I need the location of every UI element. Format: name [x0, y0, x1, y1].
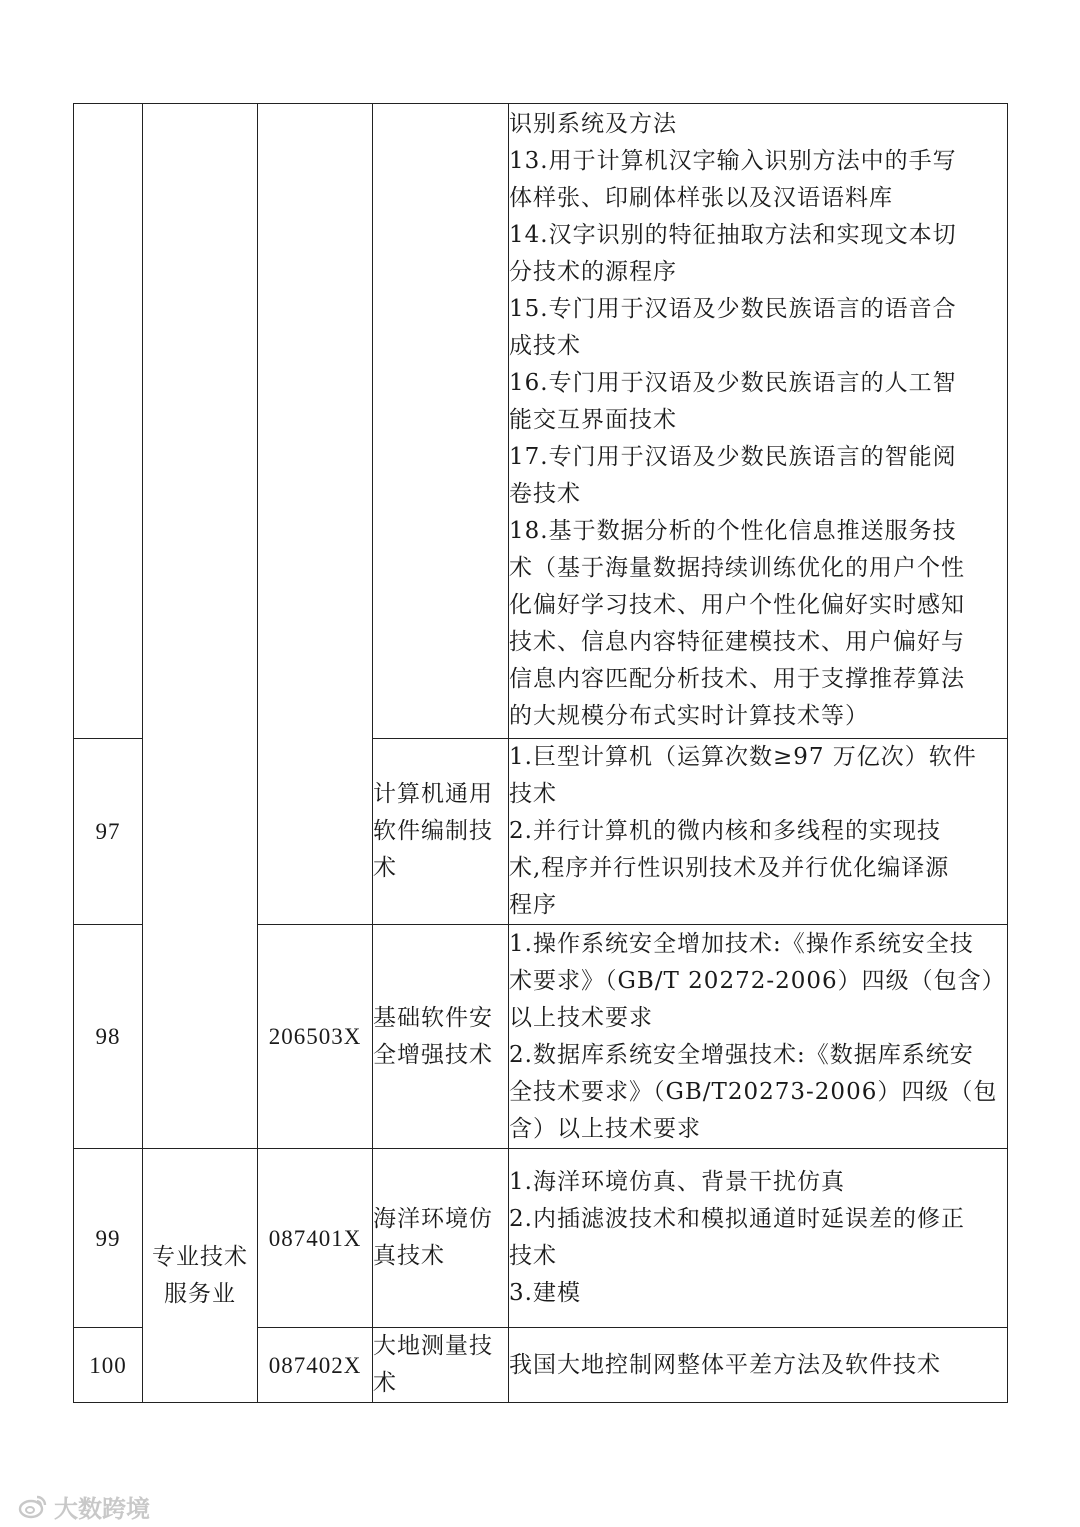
table-row — [74, 1149, 1008, 1328]
tech-name-cell: 海洋环境仿真技术 — [373, 1149, 509, 1328]
row-number-cell: 97 — [74, 739, 143, 925]
tech-name-cell: 大地测量技术 — [373, 1328, 509, 1403]
watermark-text: 大数跨境 — [54, 1494, 150, 1523]
content-line: 技术、信息内容特征建模技术、用户偏好与 — [509, 629, 965, 655]
content-line: 以上技术要求 — [509, 1004, 653, 1031]
content-line: 体样张、印刷体样张以及汉语语料库 — [509, 185, 893, 211]
content-line: 3.建模 — [509, 1280, 581, 1306]
content-line: 我国大地控制网整体平差方法及软件技术 — [509, 1351, 941, 1378]
content-line: 技术 — [509, 1243, 557, 1269]
content-line: 分技术的源程序 — [509, 259, 677, 285]
table-row — [74, 104, 1008, 739]
content-line: 卷技术 — [509, 481, 581, 507]
content-line: 15.专门用于汉语及少数民族语言的语音合 — [509, 296, 957, 322]
content-line: 2.数据库系统安全增强技术:《数据库系统安 — [509, 1041, 974, 1068]
content-line: 1.海洋环境仿真、背景干扰仿真 — [509, 1169, 845, 1195]
row-number-cell — [74, 104, 143, 739]
industry-cell: 专业技术服务业 — [143, 1149, 258, 1403]
content-line: 2.内插滤波技术和模拟通道时延误差的修正 — [509, 1206, 965, 1232]
content-line: 的大规模分布式实时计算技术等） — [509, 703, 869, 729]
content-line: 17.专门用于汉语及少数民族语言的智能阅 — [509, 444, 957, 470]
content-line: 术,程序并行性识别技术及并行优化编译源 — [509, 855, 950, 881]
tech-content-cell — [509, 104, 1008, 739]
row-number-cell: 99 — [74, 1149, 143, 1328]
watermark — [18, 1491, 150, 1521]
code-cell: 087402X — [258, 1328, 373, 1403]
content-line: 13.用于计算机汉字输入识别方法中的手写 — [509, 148, 957, 174]
tech-content-cell — [509, 739, 1008, 925]
weibo-logo-icon — [18, 1493, 48, 1519]
content-line: 14.汉字识别的特征抽取方法和实现文本切 — [509, 222, 957, 248]
tech-name-cell: 计算机通用软件编制技术 — [373, 739, 509, 925]
content-line: 信息内容匹配分析技术、用于支撑推荐算法 — [509, 666, 965, 692]
content-line: 技术 — [509, 781, 557, 807]
tech-content-cell — [509, 925, 1008, 1149]
code-cell: 087401X — [258, 1149, 373, 1328]
content-line: 术要求》（GB/T 20272-2006）四级（包含） — [509, 967, 1006, 994]
industry-cell — [143, 104, 258, 1149]
row-number-cell: 100 — [74, 1328, 143, 1403]
technology-catalog-table — [73, 103, 1008, 1403]
content-line: 成技术 — [509, 333, 581, 359]
content-line: 16.专门用于汉语及少数民族语言的人工智 — [509, 370, 957, 396]
row-number-cell: 98 — [74, 925, 143, 1149]
content-line: 化偏好学习技术、用户个性化偏好实时感知 — [509, 592, 965, 618]
content-line: 1.巨型计算机（运算次数≥97 万亿次）软件 — [509, 744, 977, 770]
content-line: 全技术要求》（GB/T20273-2006）四级（包 — [509, 1078, 998, 1105]
content-line: 2.并行计算机的微内核和多线程的实现技 — [509, 818, 941, 844]
tech-content-cell — [509, 1328, 1008, 1403]
content-line: 术（基于海量数据持续训练优化的用户个性 — [509, 555, 965, 581]
content-line: 能交互界面技术 — [509, 407, 677, 433]
content-line: 识别系统及方法 — [509, 111, 677, 137]
content-line: 含）以上技术要求 — [509, 1115, 701, 1142]
tech-name-cell — [373, 104, 509, 739]
content-line: 18.基于数据分析的个性化信息推送服务技 — [509, 518, 957, 544]
tech-name-cell: 基础软件安全增强技术 — [373, 925, 509, 1149]
tech-content-cell — [509, 1149, 1008, 1328]
code-cell: 206503X — [258, 925, 373, 1149]
code-cell — [258, 104, 373, 925]
content-line: 1.操作系统安全增加技术:《操作系统安全技 — [509, 930, 974, 957]
content-line: 程序 — [509, 892, 557, 918]
